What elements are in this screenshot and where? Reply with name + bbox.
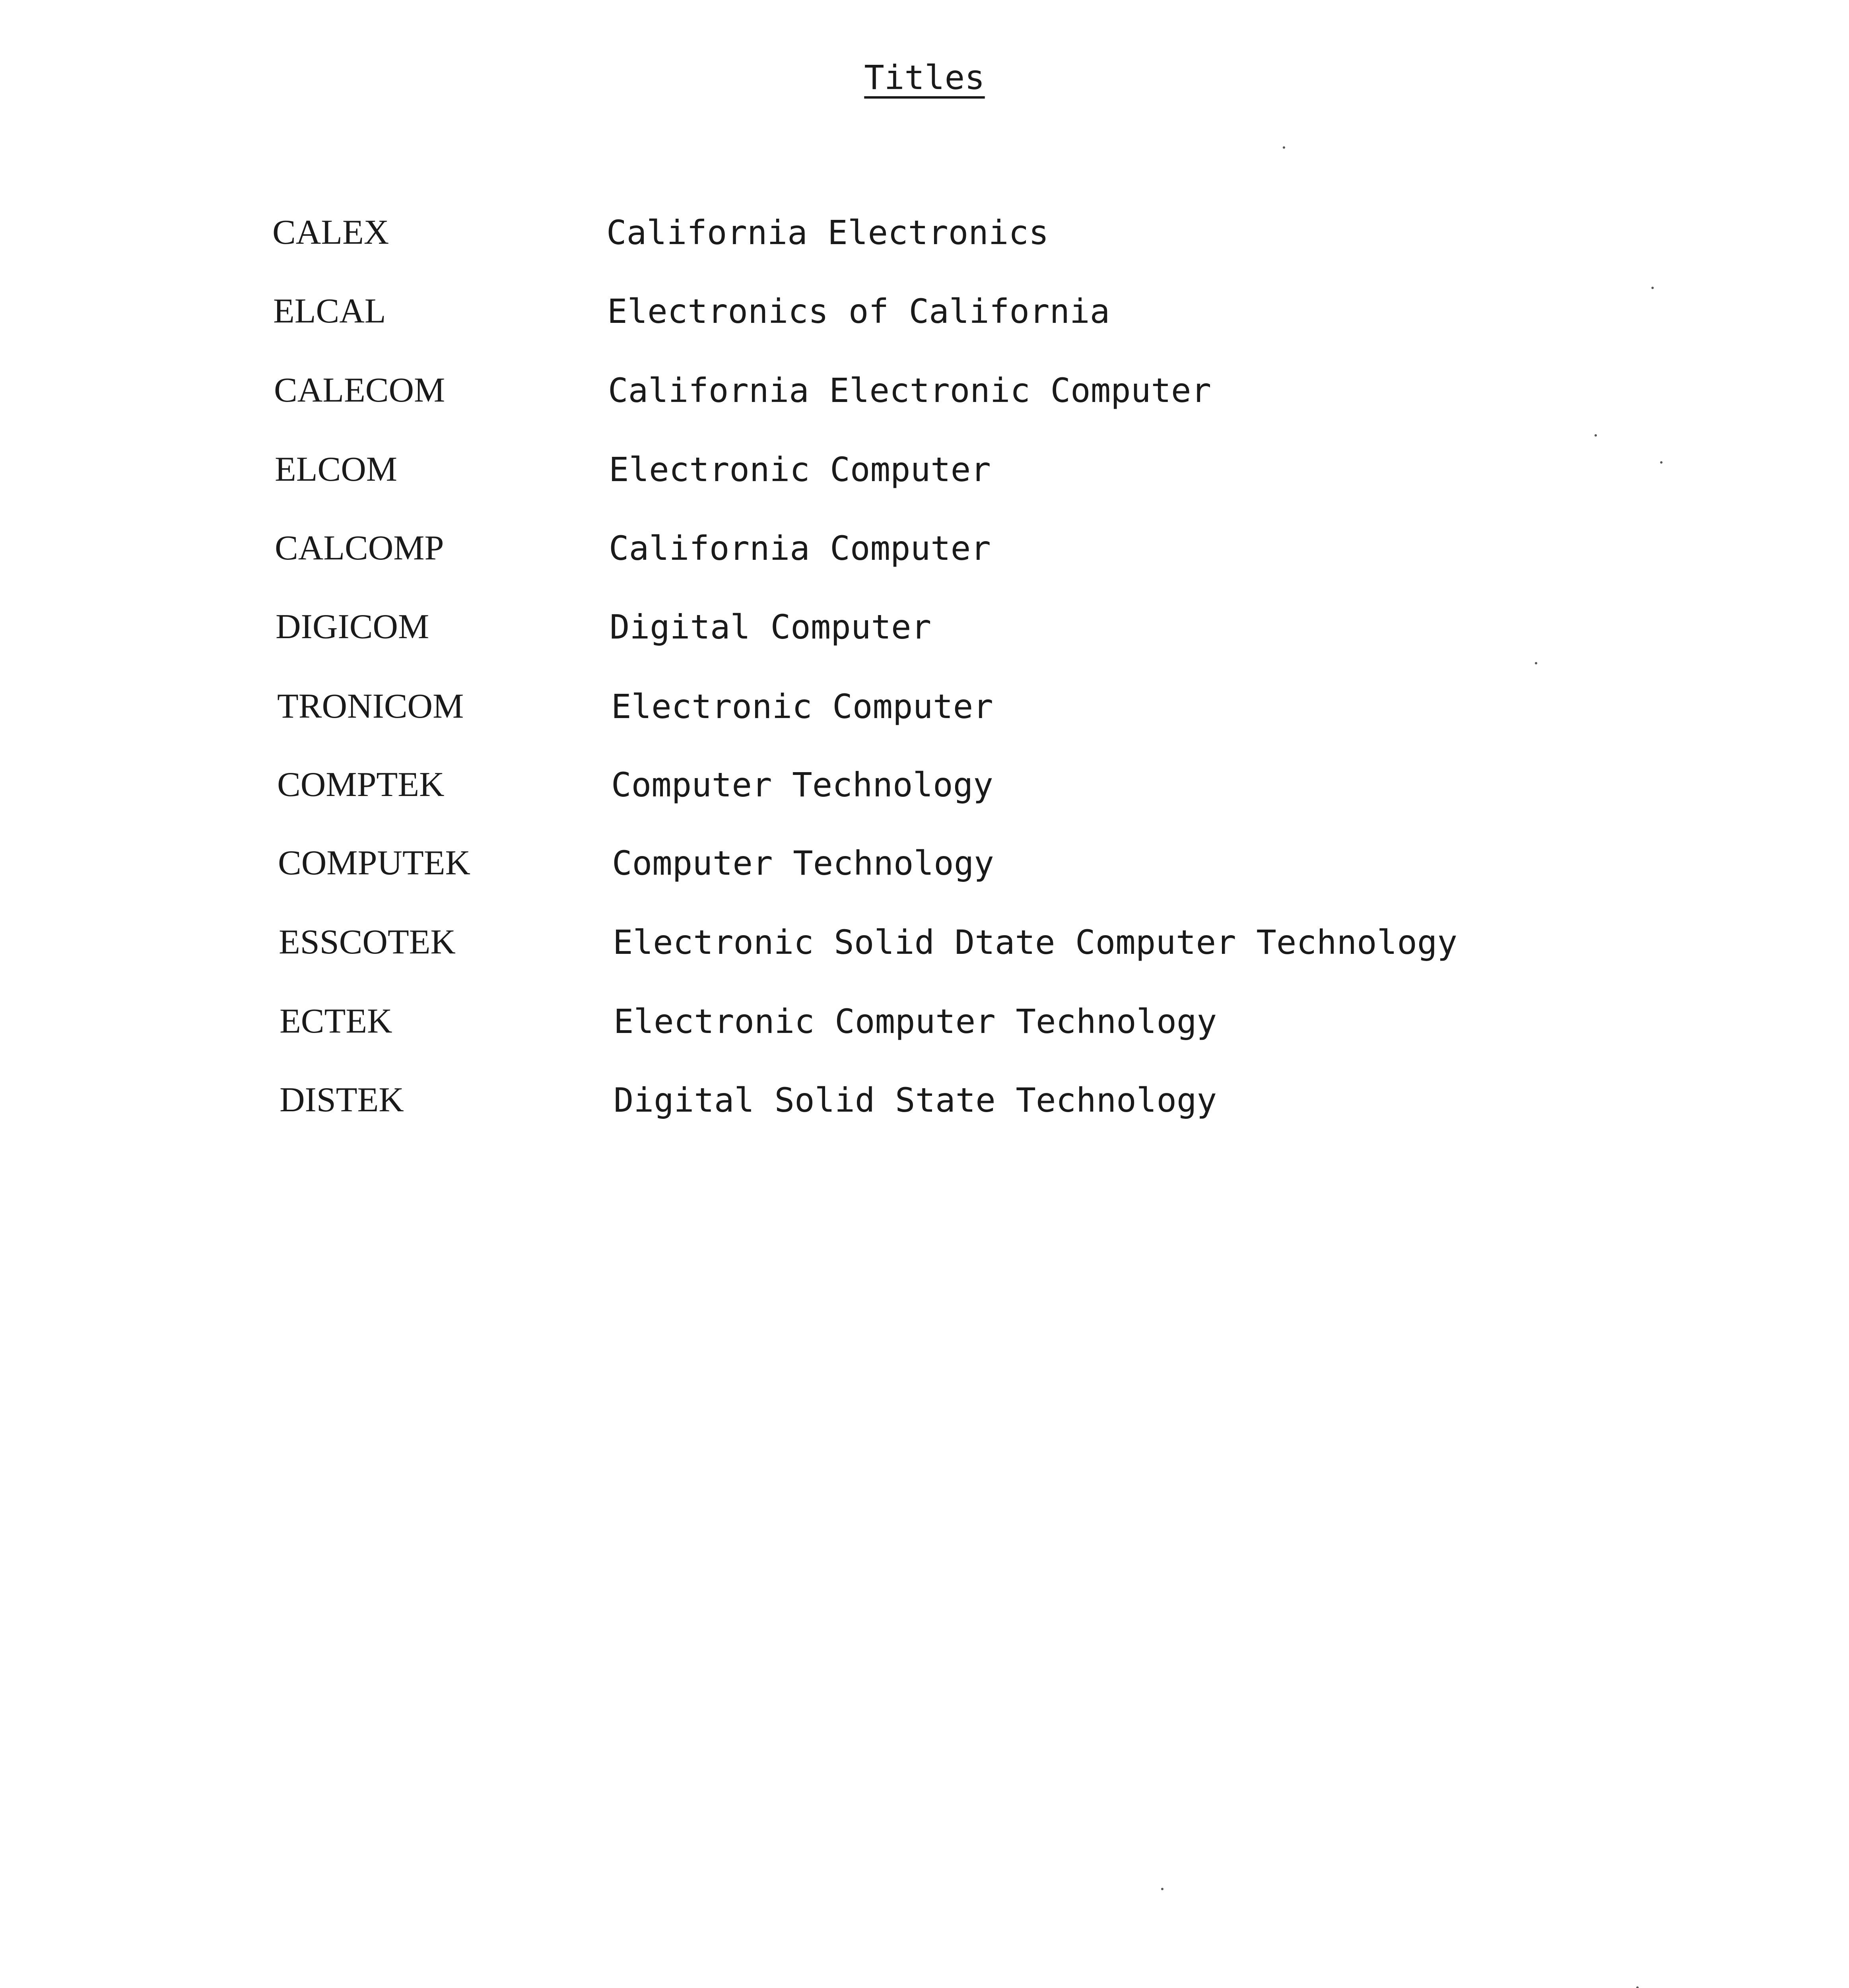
- scan-speck: [1636, 1986, 1639, 1988]
- entry-abbreviation: ECTEK: [280, 1002, 392, 1041]
- entry-abbreviation: COMPUTEK: [278, 844, 471, 882]
- entry-full-name: Computer Technology: [611, 765, 993, 804]
- entry-abbreviation: CALCOMP: [275, 529, 444, 567]
- list-item: [278, 839, 1849, 887]
- scan-speck: [1283, 146, 1285, 149]
- entry-abbreviation: TRONICOM: [277, 687, 464, 726]
- list-item: [279, 918, 1849, 966]
- scan-speck: [1595, 434, 1597, 437]
- entry-full-name: California Electronic Computer: [608, 371, 1212, 410]
- entry-abbreviation: ELCAL: [273, 292, 386, 330]
- page-title: Titles: [864, 58, 985, 97]
- entry-abbreviation: CALEX: [272, 213, 389, 252]
- entry-abbreviation: ELCOM: [275, 450, 397, 489]
- entry-full-name: Digital Solid State Technology: [614, 1081, 1217, 1120]
- entry-full-name: Electronic Computer: [609, 450, 991, 489]
- entry-full-name: Electronic Computer: [611, 687, 993, 726]
- list-item: [274, 367, 1849, 414]
- list-item: [275, 446, 1849, 493]
- list-item: [277, 761, 1849, 809]
- list-item: [275, 524, 1849, 572]
- scan-speck: [1535, 662, 1537, 664]
- entry-full-name: Electronic Computer Technology: [614, 1002, 1217, 1041]
- entry-abbreviation: DISTEK: [280, 1081, 404, 1119]
- list-item: [273, 287, 1849, 335]
- entry-abbreviation: COMPTEK: [277, 765, 445, 804]
- entry-full-name: California Computer: [609, 529, 991, 568]
- entry-full-name: Computer Technology: [612, 844, 994, 883]
- entry-abbreviation: ESSCOTEK: [279, 923, 456, 961]
- list-item: [276, 603, 1849, 651]
- entry-full-name: California Electronics: [606, 213, 1049, 252]
- entry-full-name: Digital Computer: [610, 608, 932, 646]
- entry-abbreviation: CALECOM: [274, 371, 445, 410]
- entry-full-name: Electronic Solid Dtate Computer Technology: [613, 923, 1458, 962]
- list-item: [277, 683, 1849, 730]
- list-item: [280, 998, 1849, 1045]
- list-item: [272, 209, 1849, 256]
- entry-abbreviation: DIGICOM: [276, 608, 429, 646]
- entry-full-name: Electronics of California: [607, 292, 1110, 331]
- scan-speck: [1651, 287, 1654, 289]
- scan-speck: [1660, 461, 1663, 464]
- scan-speck: [1161, 1888, 1163, 1890]
- list-item: [280, 1076, 1849, 1124]
